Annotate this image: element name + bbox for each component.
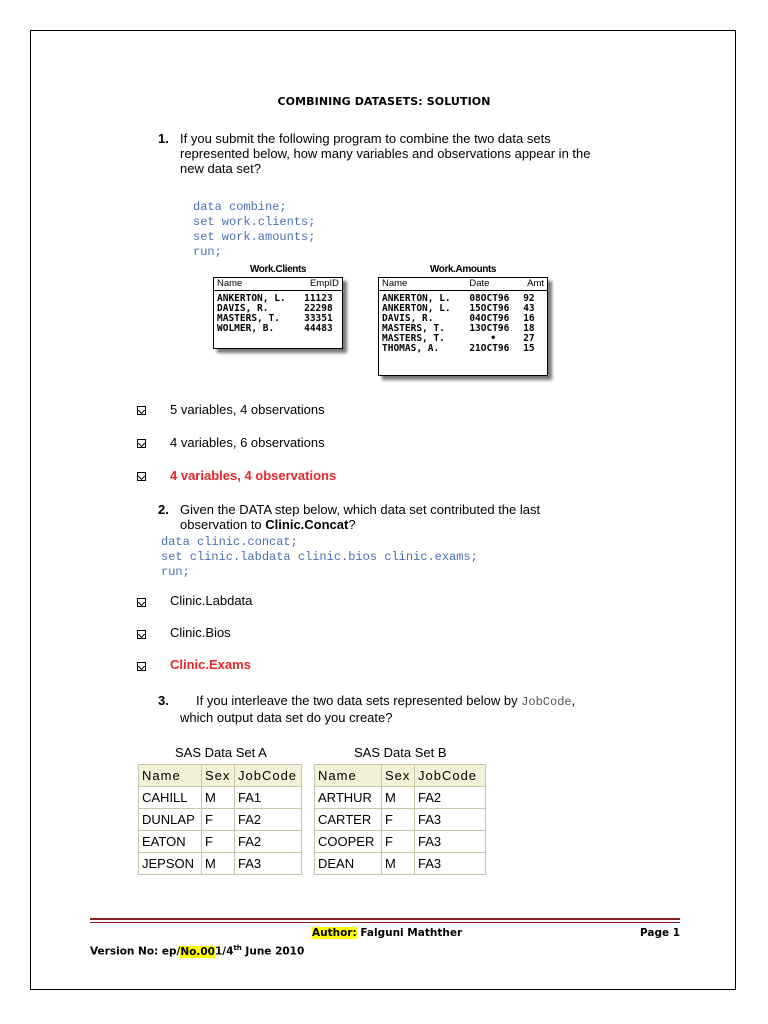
cell: FA2 — [415, 787, 486, 809]
cell: 08OCT96 — [469, 293, 510, 304]
code-line: data combine; — [193, 200, 287, 214]
q2-text-suffix: ? — [348, 517, 356, 532]
code-line: run; — [161, 565, 190, 579]
q1-option-a-checkbox[interactable] — [137, 406, 146, 415]
code-line: set work.amounts; — [193, 230, 316, 244]
cell: 18 — [523, 323, 535, 334]
q2-number: 2. — [158, 502, 169, 517]
cell: FA3 — [415, 809, 486, 831]
q2-text-prefix: observation to — [180, 517, 266, 532]
cell: FA2 — [235, 809, 302, 831]
cell: F — [382, 809, 415, 831]
table-header: Name — [315, 765, 382, 787]
cell: ANKERTON, L. — [382, 303, 451, 314]
cell: 04OCT96 — [469, 313, 510, 324]
cell: 22298 — [304, 303, 333, 314]
q1-number: 1. — [158, 131, 169, 146]
q2-option-b[interactable]: Clinic.Bios — [170, 625, 231, 640]
q2-option-c-checkbox[interactable] — [137, 662, 146, 671]
q3-text-line2: which output data set do you create? — [180, 710, 393, 725]
table-header: Name — [379, 278, 466, 291]
q2-option-c-correct[interactable]: Clinic.Exams — [170, 657, 251, 672]
table-header: Name — [139, 765, 202, 787]
cell: 13OCT96 — [469, 323, 510, 334]
table-row — [214, 291, 342, 305]
q2-text-line1: Given the DATA step below, which data set contributed the last — [180, 502, 541, 517]
cell: JEPSON — [139, 853, 202, 875]
cell: F — [202, 809, 235, 831]
table-header: JobCode — [235, 765, 302, 787]
q2-text-dataset: Clinic.Concat — [265, 517, 349, 532]
cell: 15OCT96 — [469, 303, 510, 314]
table-row — [315, 853, 486, 875]
cell: FA2 — [235, 831, 302, 853]
code-line: data clinic.concat; — [161, 535, 298, 549]
table-header-row — [139, 765, 302, 787]
q3-number: 3. — [158, 693, 169, 708]
table-header: JobCode — [415, 765, 486, 787]
cell: 92 — [523, 293, 535, 304]
table-row — [139, 809, 302, 831]
table-row — [214, 324, 342, 334]
footer-version-mid: 1/4 — [214, 945, 234, 958]
cell: 33351 — [304, 313, 333, 324]
code-line: set clinic.labdata clinic.bios clinic.exams; — [161, 550, 478, 564]
cell: MASTERS, T. — [382, 333, 445, 344]
cell: DUNLAP — [139, 809, 202, 831]
cell: FA3 — [415, 853, 486, 875]
q1-option-b[interactable]: 4 variables, 6 observations — [170, 435, 325, 450]
cell: M — [382, 853, 415, 875]
footer-author-label: Author: — [312, 927, 357, 939]
q2-text — [180, 502, 640, 532]
cell: 44483 — [304, 323, 333, 334]
cell: 43 — [523, 303, 535, 314]
q1-option-b-checkbox[interactable] — [137, 439, 146, 448]
table-header: Sex — [202, 765, 235, 787]
q1-option-a[interactable]: 5 variables, 4 observations — [170, 402, 325, 417]
q2-text-line2 — [180, 517, 640, 532]
q3-text-prefix: If you interleave the two data sets represented below by — [196, 693, 522, 708]
cell: 16 — [523, 313, 535, 324]
table-row — [379, 291, 547, 305]
table-row — [139, 853, 302, 875]
table-header: Sex — [382, 765, 415, 787]
q2-option-a[interactable]: Clinic.Labdata — [170, 593, 253, 608]
q1-text-line2: represented below, how many variables and observations appear in the — [180, 146, 591, 161]
cell: F — [382, 831, 415, 853]
q1-code-block — [193, 200, 315, 260]
cell: DAVIS, R. — [217, 303, 269, 314]
set-a-label: SAS Data Set A — [175, 745, 267, 760]
code-line: run; — [193, 245, 222, 259]
table-header: Amt — [520, 278, 547, 291]
q3-text-suffix: , — [571, 693, 576, 708]
q1-text-line3: new data set? — [180, 161, 261, 176]
table-row — [139, 831, 302, 853]
table-row — [315, 831, 486, 853]
cell: 21OCT96 — [469, 343, 510, 354]
cell: MASTERS, T. — [217, 313, 280, 324]
cell: • — [490, 333, 497, 344]
set-b-label: SAS Data Set B — [354, 745, 447, 760]
q2-code-block — [161, 535, 478, 580]
cell: ANKERTON, L. — [382, 293, 451, 304]
q2-option-a-checkbox[interactable] — [137, 598, 146, 607]
footer-author — [312, 927, 462, 939]
table-row — [315, 787, 486, 809]
table-header: EmpID — [301, 278, 342, 291]
table-row — [379, 344, 547, 354]
amounts-table — [378, 277, 548, 376]
q2-option-b-checkbox[interactable] — [137, 630, 146, 639]
footer-version — [90, 944, 304, 958]
cell: FA3 — [415, 831, 486, 853]
table-header: Date — [466, 278, 520, 291]
q1-text-line1: If you submit the following program to combine the two data sets — [180, 131, 551, 146]
q3-text-code: JobCode — [521, 695, 572, 709]
cell: 27 — [523, 333, 535, 344]
q1-text — [180, 131, 640, 176]
cell: FA3 — [235, 853, 302, 875]
cell: CAHILL — [139, 787, 202, 809]
footer-author-name: Falguni Mathther — [356, 927, 463, 939]
q3-text — [180, 693, 640, 725]
cell: COOPER — [315, 831, 382, 853]
table-header-row — [315, 765, 486, 787]
cell: WOLMER, B. — [217, 323, 275, 334]
cell: DAVIS, R. — [382, 313, 434, 324]
cell: CARTER — [315, 809, 382, 831]
page-title: COMBINING DATASETS: SOLUTION — [277, 95, 491, 108]
table-row — [139, 787, 302, 809]
amounts-table-title: Work.Amounts — [429, 264, 497, 275]
footer-version-suffix: June 2010 — [241, 945, 305, 958]
cell: ARTHUR — [315, 787, 382, 809]
code-line: set work.clients; — [193, 215, 316, 229]
clients-table — [213, 277, 343, 349]
cell: DEAN — [315, 853, 382, 875]
set-b-table — [314, 764, 486, 875]
cell: THOMAS, A. — [382, 343, 440, 354]
table-header: Name — [214, 278, 301, 291]
footer-page-number: Page 1 — [640, 927, 681, 939]
footer-version-sup: th — [233, 944, 242, 952]
cell: 15 — [523, 343, 535, 354]
q1-option-c-checkbox[interactable] — [137, 472, 146, 481]
clients-table-title: Work.Clients — [249, 264, 307, 275]
table-row — [315, 809, 486, 831]
cell: M — [202, 853, 235, 875]
cell: ANKERTON, L. — [217, 293, 286, 304]
footer-rule-thick — [90, 918, 680, 920]
cell: F — [202, 831, 235, 853]
footer-rule-thin — [90, 922, 680, 923]
footer-version-prefix: Version No: ep/ — [90, 945, 181, 958]
q3-text-line1 — [180, 693, 640, 710]
cell: EATON — [139, 831, 202, 853]
footer-version-highlight: No.00 — [180, 945, 215, 958]
set-a-table — [138, 764, 302, 875]
cell: MASTERS, T. — [382, 323, 445, 334]
cell: 11123 — [304, 293, 333, 304]
q1-option-c-correct[interactable]: 4 variables, 4 observations — [170, 468, 337, 483]
cell: M — [202, 787, 235, 809]
cell: M — [382, 787, 415, 809]
cell: FA1 — [235, 787, 302, 809]
